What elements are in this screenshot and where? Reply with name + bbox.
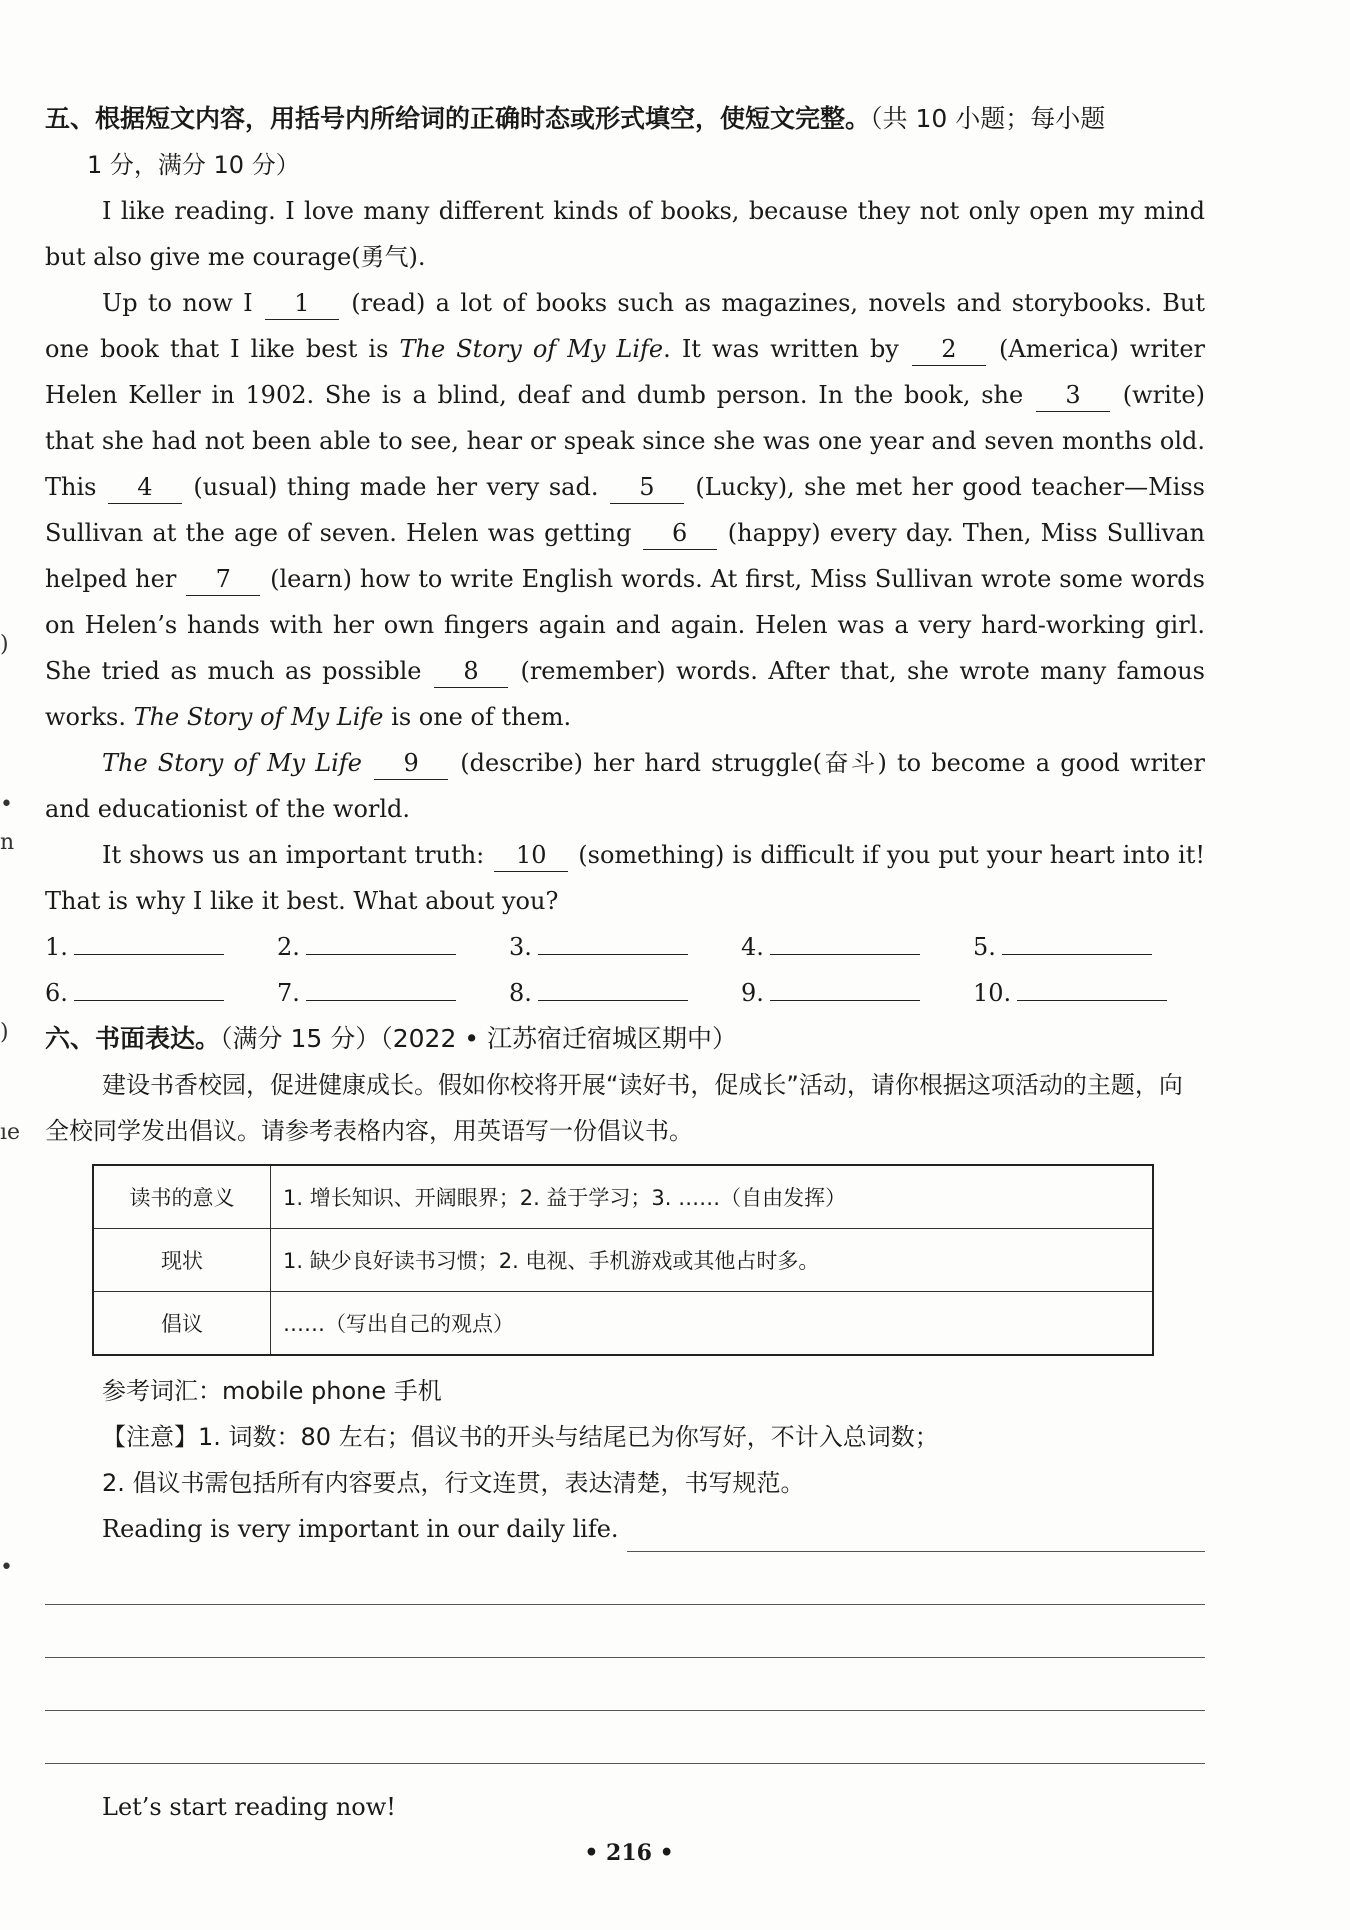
writing-start[interactable]: Reading is very important in our daily life.: [45, 1506, 1205, 1552]
margin-mark: ): [0, 1020, 9, 1045]
blank-10[interactable]: 10: [494, 839, 568, 872]
answer-slot[interactable]: 4.: [741, 924, 973, 970]
answer-slot[interactable]: 7.: [277, 970, 509, 1016]
answer-slot[interactable]: 10.: [973, 970, 1205, 1016]
blank-2[interactable]: 2: [912, 333, 986, 366]
blank-6[interactable]: 6: [643, 517, 717, 550]
page-number: • 216 •: [584, 1840, 674, 1866]
note-line-1: 【注意】1. 词数：80 左右；倡议书的开头与结尾已为你写好，不计入总词数；: [102, 1423, 939, 1451]
paragraph-3: The Story of My Life 9 (describe) her hard struggle(奋斗) to become a good writer and educationist of the world.: [45, 749, 1205, 823]
answer-slot[interactable]: 2.: [277, 924, 509, 970]
blank-7[interactable]: 7: [186, 563, 260, 596]
section6-heading: 六、书面表达。（满分 15 分）（2022 • 江苏宿迁宿城区期中）: [45, 1024, 737, 1053]
answer-slot[interactable]: 1.: [45, 924, 277, 970]
reference-table: [92, 1164, 1154, 1356]
answer-slot[interactable]: 9.: [741, 970, 973, 1016]
blank-1[interactable]: 1: [265, 287, 339, 320]
answer-slot[interactable]: 6.: [45, 970, 277, 1016]
paragraph-1: I like reading. I love many different kinds of books, because they not only open my mind but also give me courage(勇气).: [45, 197, 1205, 271]
paragraph-4: It shows us an important truth: 10 (something) is difficult if you put your heart into it! That is why I like it best. What about you?: [45, 841, 1205, 915]
answer-slot[interactable]: 8.: [509, 970, 741, 1016]
margin-mark: n: [0, 830, 15, 855]
margin-mark: •: [0, 792, 13, 817]
blank-8[interactable]: 8: [434, 655, 508, 688]
book-title: The Story of My Life: [399, 335, 664, 363]
paragraph-2: Up to now I 1 (read) a lot of books such as magazines, novels and storybooks. But one book that I like best is The Story of My Life. It was written by 2 (America) writer Helen Keller in 1902. She is a blind, deaf and dumb person. In the book, she 3 (write) that she had not been able to see, hear or speak since she was one year and seven months old. This 4 (usual) thing made her very sad. 5 (Lucky), she met her good teacher—Miss Sullivan at the age of seven. Helen was getting 6 (happy) every day. Then, Miss Sullivan helped her 7 (learn) how to write English words. At first, Miss Sullivan wrote some words on Helen’s hands with her own fingers again and again. Helen was a very hard-working girl. She tried as much as possible 8 (remember) words. After that, she wrote many famous works. The Story of My Life is one of them.: [45, 289, 1206, 731]
blank-3[interactable]: 3: [1036, 379, 1110, 412]
answer-grid: [45, 924, 1205, 1016]
table-row: 倡议 ……（写出自己的观点）: [93, 1292, 1153, 1356]
writing-end: Let’s start reading now!: [102, 1793, 396, 1821]
answer-slot[interactable]: 3.: [509, 924, 741, 970]
blank-4[interactable]: 4: [108, 471, 182, 504]
table-row: 读书的意义 1. 增长知识、开阔眼界；2. 益于学习；3. ……（自由发挥）: [93, 1165, 1153, 1229]
vocab-hint: 参考词汇：mobile phone 手机: [102, 1377, 442, 1405]
blank-9[interactable]: 9: [374, 747, 448, 780]
margin-mark: ıe: [0, 1120, 21, 1145]
table-row: 现状 1. 缺少良好读书习惯；2. 电视、手机游戏或其他占时多。: [93, 1229, 1153, 1292]
margin-mark: •: [0, 1555, 13, 1580]
margin-mark: ): [0, 632, 9, 657]
section5-note: 1 分，满分 10 分）: [87, 151, 300, 179]
writing-line[interactable]: [45, 1552, 1205, 1605]
section5-heading: 五、根据短文内容，用括号内所给词的正确时态或形式填空，使短文完整。（共 10 小题；每小题: [45, 104, 1106, 133]
section6-intro: 建设书香校园，促进健康成长。假如你校将开展“读好书，促成长”活动，请你根据这项活动的主题，向全校同学发出倡议。请参考表格内容，用英语写一份倡议书。: [45, 1071, 1183, 1145]
worksheet-page: [45, 96, 1205, 1830]
writing-line[interactable]: [45, 1711, 1205, 1764]
writing-line[interactable]: [45, 1658, 1205, 1711]
writing-line[interactable]: [45, 1605, 1205, 1658]
note-line-2: 2. 倡议书需包括所有内容要点，行文连贯，表达清楚，书写规范。: [102, 1469, 805, 1497]
answer-slot[interactable]: 5.: [973, 924, 1205, 970]
blank-5[interactable]: 5: [610, 471, 684, 504]
